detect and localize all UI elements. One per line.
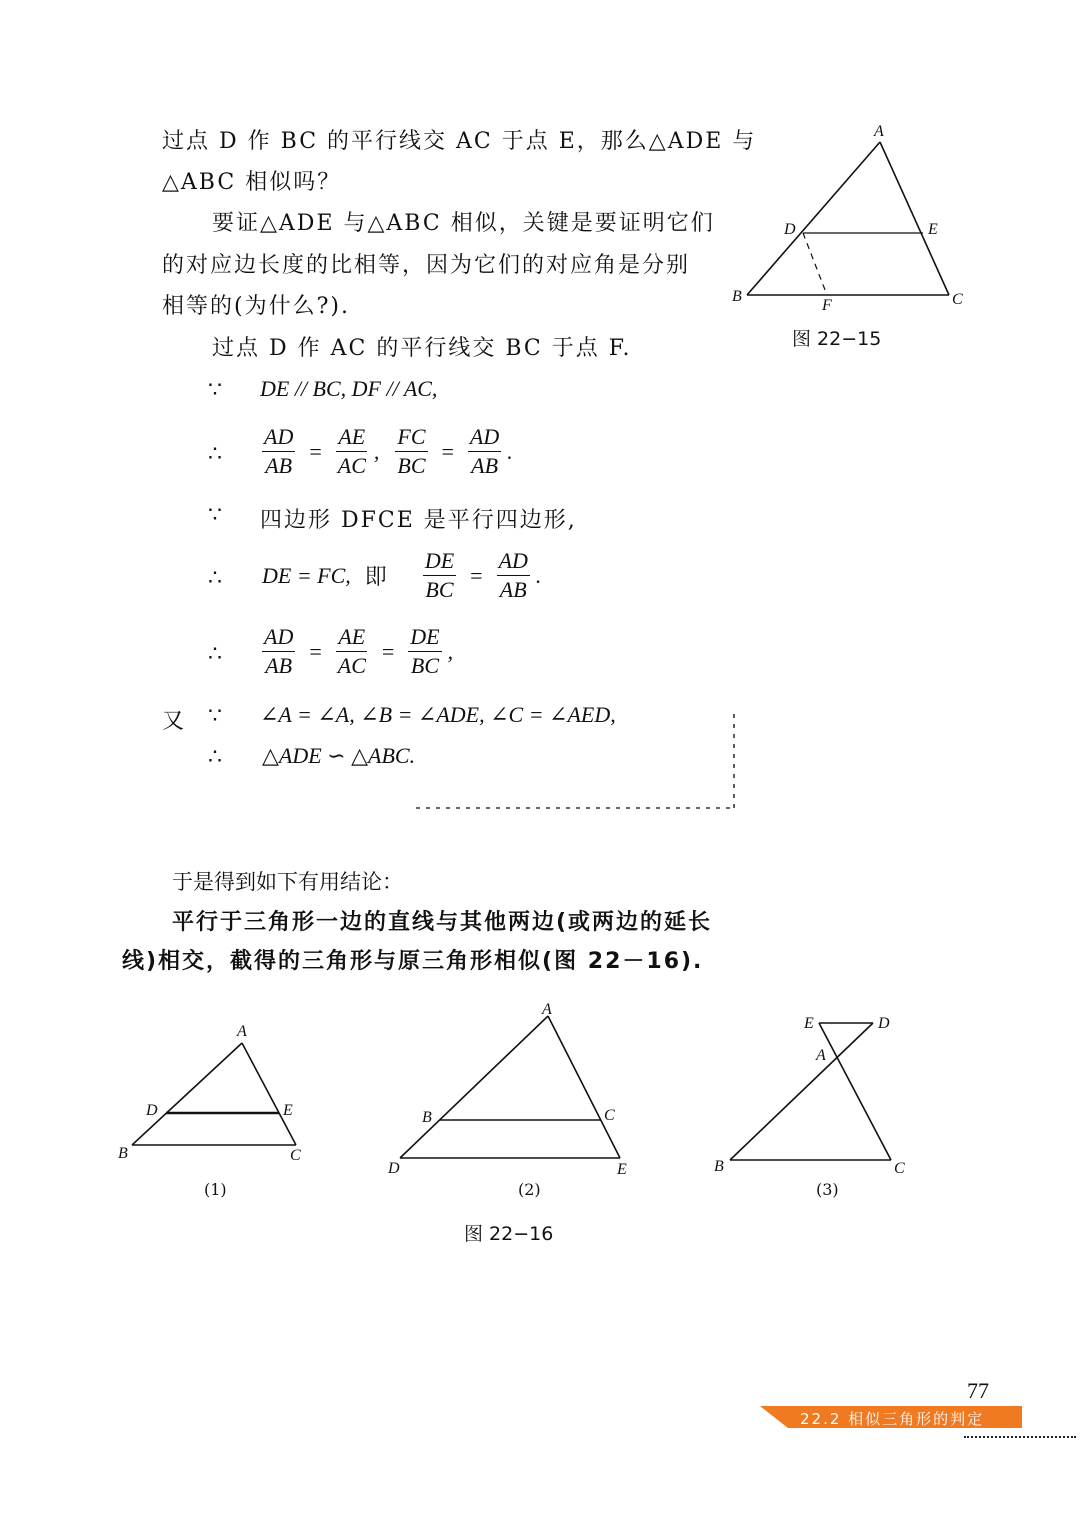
because-symbol: ∵ (208, 378, 222, 403)
side-ac (880, 142, 949, 295)
therefore-symbol: ∴ (208, 745, 222, 770)
theorem-line-1: 平行于三角形一边的直线与其他两边(或两边的延长 (172, 910, 713, 935)
label-b: B (732, 288, 742, 305)
theorem-line-2: 线)相交，截得的三角形与原三角形相似(图 22－16). (122, 949, 704, 974)
proof-step-2: $\frac{AD}{AB}$ = $\frac{AE}{AC}$ , $\frac{FC}{BC}$ = $\frac{AD}{AB}$ . (264, 424, 513, 478)
also-word: 又 (162, 709, 185, 734)
intro-line-6: 过点 D 作 AC 的平行线交 BC 于点 F. (212, 336, 632, 361)
conclusion-lead: 于是得到如下有用结论： (172, 870, 403, 894)
label-b: B (118, 1145, 128, 1162)
label-a: A (816, 1047, 826, 1064)
label-a: A (874, 123, 884, 140)
fraction: $\frac{DE}{BC}$ (424, 548, 455, 602)
figure-22-16-2 (380, 998, 640, 1180)
label-d: D (784, 221, 796, 238)
label-e: E (804, 1015, 814, 1032)
intro-line-4: 的对应边长度的比相等，因为它们的对应角是分别 (162, 253, 691, 278)
intro-line-2: △ABC 相似吗？ (162, 170, 342, 195)
label-a: A (237, 1023, 247, 1040)
intro-line-5: 相等的(为什么?). (162, 294, 350, 319)
label-f: F (822, 297, 832, 314)
fraction: $\frac{AD}{AB}$ (469, 424, 500, 478)
proof-step-7: △ADE ∽ △ABC. (262, 743, 416, 768)
label-d: D (146, 1102, 158, 1119)
side-ab (747, 142, 880, 295)
label-d: D (878, 1015, 890, 1032)
therefore-symbol: ∴ (208, 442, 222, 467)
proof-step-6: ∠A = ∠A, ∠B = ∠ADE, ∠C = ∠AED, (260, 702, 616, 727)
therefore-symbol: ∴ (208, 566, 222, 591)
label-c: C (290, 1147, 301, 1164)
label-c: C (604, 1107, 615, 1124)
label-e: E (617, 1161, 627, 1178)
label-e: E (928, 221, 938, 238)
fraction: $\frac{AD}{AB}$ (264, 624, 294, 678)
label-b: B (714, 1158, 724, 1173)
fraction: $\frac{DE}{BC}$ (410, 624, 440, 678)
proof-step-5: $\frac{AD}{AB}$ = $\frac{AE}{AC}$ = $\frac{DE}{BC}$ , (264, 624, 454, 678)
label-c: C (894, 1160, 905, 1173)
figure-22-16-caption: 图 22−16 (464, 1223, 554, 1245)
proof-step-1: DE // BC, DF // AC, (260, 376, 438, 401)
footer-dotted-rule (964, 1436, 1076, 1438)
figure-sub-caption-3: (3) (816, 1180, 839, 1199)
fraction: $\frac{AE}{AC}$ (337, 424, 366, 478)
segment-df (803, 233, 827, 295)
proof-step-3: 四边形 DFCE 是平行四边形, (260, 508, 577, 533)
figure-sub-caption-1: (1) (204, 1180, 227, 1199)
intro-line-3: 要证△ADE 与△ABC 相似，关键是要证明它们 (212, 211, 715, 236)
figure-22-16-1 (110, 1018, 320, 1173)
proof-step-4: DE = FC, 即 $\frac{DE}{BC}$ = $\frac{AD}{AB}$ . (262, 548, 542, 602)
section-title: 22.2 相似三角形的判定 (800, 1410, 985, 1428)
therefore-symbol: ∴ (208, 642, 222, 667)
label-c: C (952, 291, 963, 308)
label-e: E (283, 1102, 293, 1119)
because-symbol: ∵ (208, 704, 222, 729)
label-b: B (422, 1109, 432, 1126)
intro-line-1: 过点 D 作 BC 的平行线交 AC 于点 E，那么△ADE 与 (162, 129, 757, 154)
because-symbol: ∵ (208, 503, 222, 528)
label-a: A (542, 1001, 552, 1018)
label-d: D (388, 1160, 400, 1177)
figure-sub-caption-2: (2) (518, 1180, 541, 1199)
fraction: $\frac{AD}{AB}$ (264, 424, 294, 478)
dotted-bracket (410, 710, 750, 820)
fraction: $\frac{AD}{AB}$ (498, 548, 528, 602)
figure-22-15-caption: 图 22−15 (792, 328, 882, 350)
figure-22-16-3 (708, 1008, 918, 1173)
fraction: $\frac{AE}{AC}$ (337, 624, 366, 678)
page-number: 77 (967, 1378, 989, 1403)
fraction: $\frac{FC}{BC}$ (397, 424, 426, 478)
figure-22-15 (720, 118, 980, 318)
